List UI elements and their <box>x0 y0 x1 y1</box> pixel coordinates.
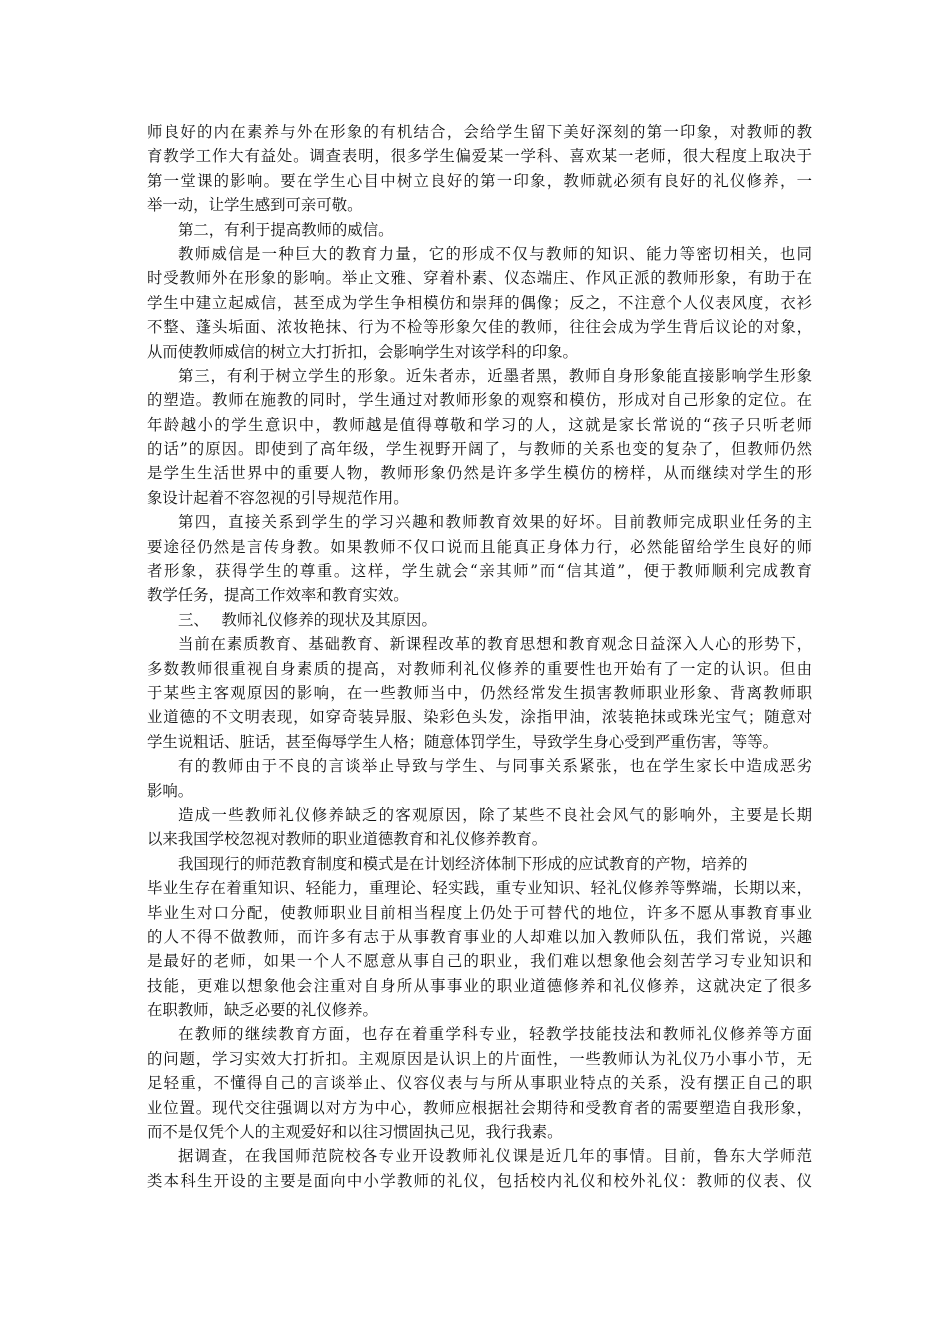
text-line: 影响。 <box>147 781 194 800</box>
text-line: 的话”的原因。即使到了高年级，学生视野开阔了，与教师的关系也变的复杂了，但教师仍然 <box>147 440 812 459</box>
text-line: 育教学工作大有益处。调查表明，很多学生偏爱某一学科、喜欢某一老师，很大程度上取决于 <box>147 147 812 166</box>
text-line: 时受教师外在形象的影响。举止文雅、穿着朴素、仪态端庄、作风正派的教师形象，有助于在 <box>147 269 812 288</box>
text-line: 技能，更难以想象他会注重对自身所从事事业的职业道德修养和礼仪修养，这就决定了很多 <box>147 976 812 995</box>
text-line: 于某些主客观原因的影响，在一些教师当中，仍然经常发生损害教师职业形象、背离教师职 <box>147 683 812 702</box>
text-line: 而不是仅凭个人的主观爱好和以往习惯固执己见，我行我素。 <box>147 1123 563 1142</box>
text-line: 有的教师由于不良的言谈举止导致与学生、与同事关系紧张，也在学生家长中造成恶劣 <box>178 757 812 776</box>
text-line: 的塑造。教师在施教的同时，学生通过对教师形象的观察和模仿，形成对自己形象的定位。在 <box>147 391 812 410</box>
text-line: 毕业生存在着重知识、轻能力，重理论、轻实践，重专业知识、轻礼仪修养等弊端，长期以来， <box>147 879 812 898</box>
paragraph-heading: 第二，有利于提高教师的威信。 <box>178 220 394 239</box>
text-line: 不整、蓬头垢面、浓妆艳抹、行为不检等形象欠佳的教师，往往会成为学生背后议论的对象， <box>147 318 812 337</box>
text-line: 是学生生活世界中的重要人物，教师形象仍然是许多学生模仿的榜样，从而继续对学生的形 <box>147 464 812 483</box>
text-line: 学生中建立起威信，甚至成为学生争相模仿和崇拜的偶像；反之，不注意个人仪表风度，衣衫 <box>147 293 812 312</box>
text-line: 当前在素质教育、基础教育、新课程改革的教育思想和教育观念日益深入人心的形势下， <box>178 635 812 654</box>
text-line: 的人不得不做教师，而许多有志于从事教育事业的人却难以加入教师队伍，我们常说，兴趣 <box>147 927 812 946</box>
text-line: 造成一些教师礼仪修养缺乏的客观原因，除了某些不良社会风气的影响外，主要是长期 <box>178 805 812 824</box>
text-line: 教学任务，提高工作效率和教育实效。 <box>147 586 409 605</box>
text-line: 在教师的继续教育方面，也存在着重学科专业，轻教学技能技法和教师礼仪修养等方面 <box>178 1025 812 1044</box>
text-line: 我国现行的师范教育制度和模式是在计划经济体制下形成的应试教育的产物，培养的 <box>178 854 748 873</box>
text-line: 类本科生开设的主要是面向中小学教师的礼仪，包括校内礼仪和校外礼仪：教师的仪表、仪 <box>147 1171 812 1190</box>
text-line: 多数教师很重视自身素质的提高，对教师利礼仪修养的重要性也开始有了一定的认识。但由 <box>147 659 812 678</box>
text-line: 师良好的内在素养与外在形象的有机结合，会给学生留下美好深刻的第一印象，对教师的教 <box>147 123 812 141</box>
document-body <box>147 120 812 1193</box>
text-line: 第四，直接关系到学生的学习兴趣和教师教育效果的好坏。目前教师完成职业任务的主 <box>178 513 812 532</box>
text-line: 以来我国学校忽视对教师的职业道德教育和礼仪修养教育。 <box>147 830 548 849</box>
text-line: 年龄越小的学生意识中，教师越是值得尊敬和学习的人，这就是家长常说的“孩子只听老师 <box>147 415 812 434</box>
text-line: 毕业生对口分配，使教师职业目前相当程度上仍处于可替代的地位，许多不愿从事教育事业 <box>147 903 812 922</box>
text-line: 者形象，获得学生的尊重。这样，学生就会“亲其师”而“信其道”，便于教师顺利完成教育 <box>147 562 812 581</box>
text-line: 从而使教师威信的树立大打折扣，会影响学生对该学科的印象。 <box>147 342 578 361</box>
text-line: 教师威信是一种巨大的教育力量，它的形成不仅与教师的知识、能力等密切相关，也同 <box>178 244 812 263</box>
text-line: 象设计起着不容忽视的引导规范作用。 <box>147 488 409 507</box>
text-line: 举一动，让学生感到可亲可敬。 <box>147 196 363 215</box>
text-line: 是最好的老师，如果一个人不愿意从事自己的职业，我们难以想象他会刻苦学习专业知识和 <box>147 952 812 971</box>
text-line: 要途径仍然是言传身教。如果教师不仅口说而且能真正身体力行，必然能留给学生良好的师 <box>147 537 812 556</box>
text-line: 在职教师，缺乏必要的礼仪修养。 <box>147 1001 378 1020</box>
section-heading: 三、 教师礼仪修养的现状及其原因。 <box>178 610 437 629</box>
text-line: 第三，有利于树立学生的形象。近朱者赤，近墨者黑，教师自身形象能直接影响学生形象 <box>178 366 812 385</box>
text-line: 第一堂课的影响。要在学生心目中树立良好的第一印象，教师就必须有良好的礼仪修养，一 <box>147 171 812 190</box>
text-line: 足轻重，不懂得自己的言谈举止、仪容仪表与与所从事职业特点的关系，没有摆正自己的职 <box>147 1074 812 1093</box>
text-line: 业道德的不文明表现，如穿奇装异服、染彩色头发，涂指甲油，浓装艳抹或珠光宝气；随意对 <box>147 708 812 727</box>
text-line: 业位置。现代交往强调以对方为中心，教师应根据社会期待和受教育者的需要塑造自我形象， <box>147 1098 812 1117</box>
text-line: 据调查，在我国师范院校各专业开设教师礼仪课是近几年的事情。目前，鲁东大学师范 <box>178 1147 812 1166</box>
text-line: 的问题，学习实效大打折扣。主观原因是认识上的片面性，一些教师认为礼仪乃小事小节，无 <box>147 1049 812 1068</box>
text-line: 学生说粗话、脏话，甚至侮辱学生人格；随意体罚学生，导致学生身心受到严重伤害，等等。 <box>147 732 779 751</box>
